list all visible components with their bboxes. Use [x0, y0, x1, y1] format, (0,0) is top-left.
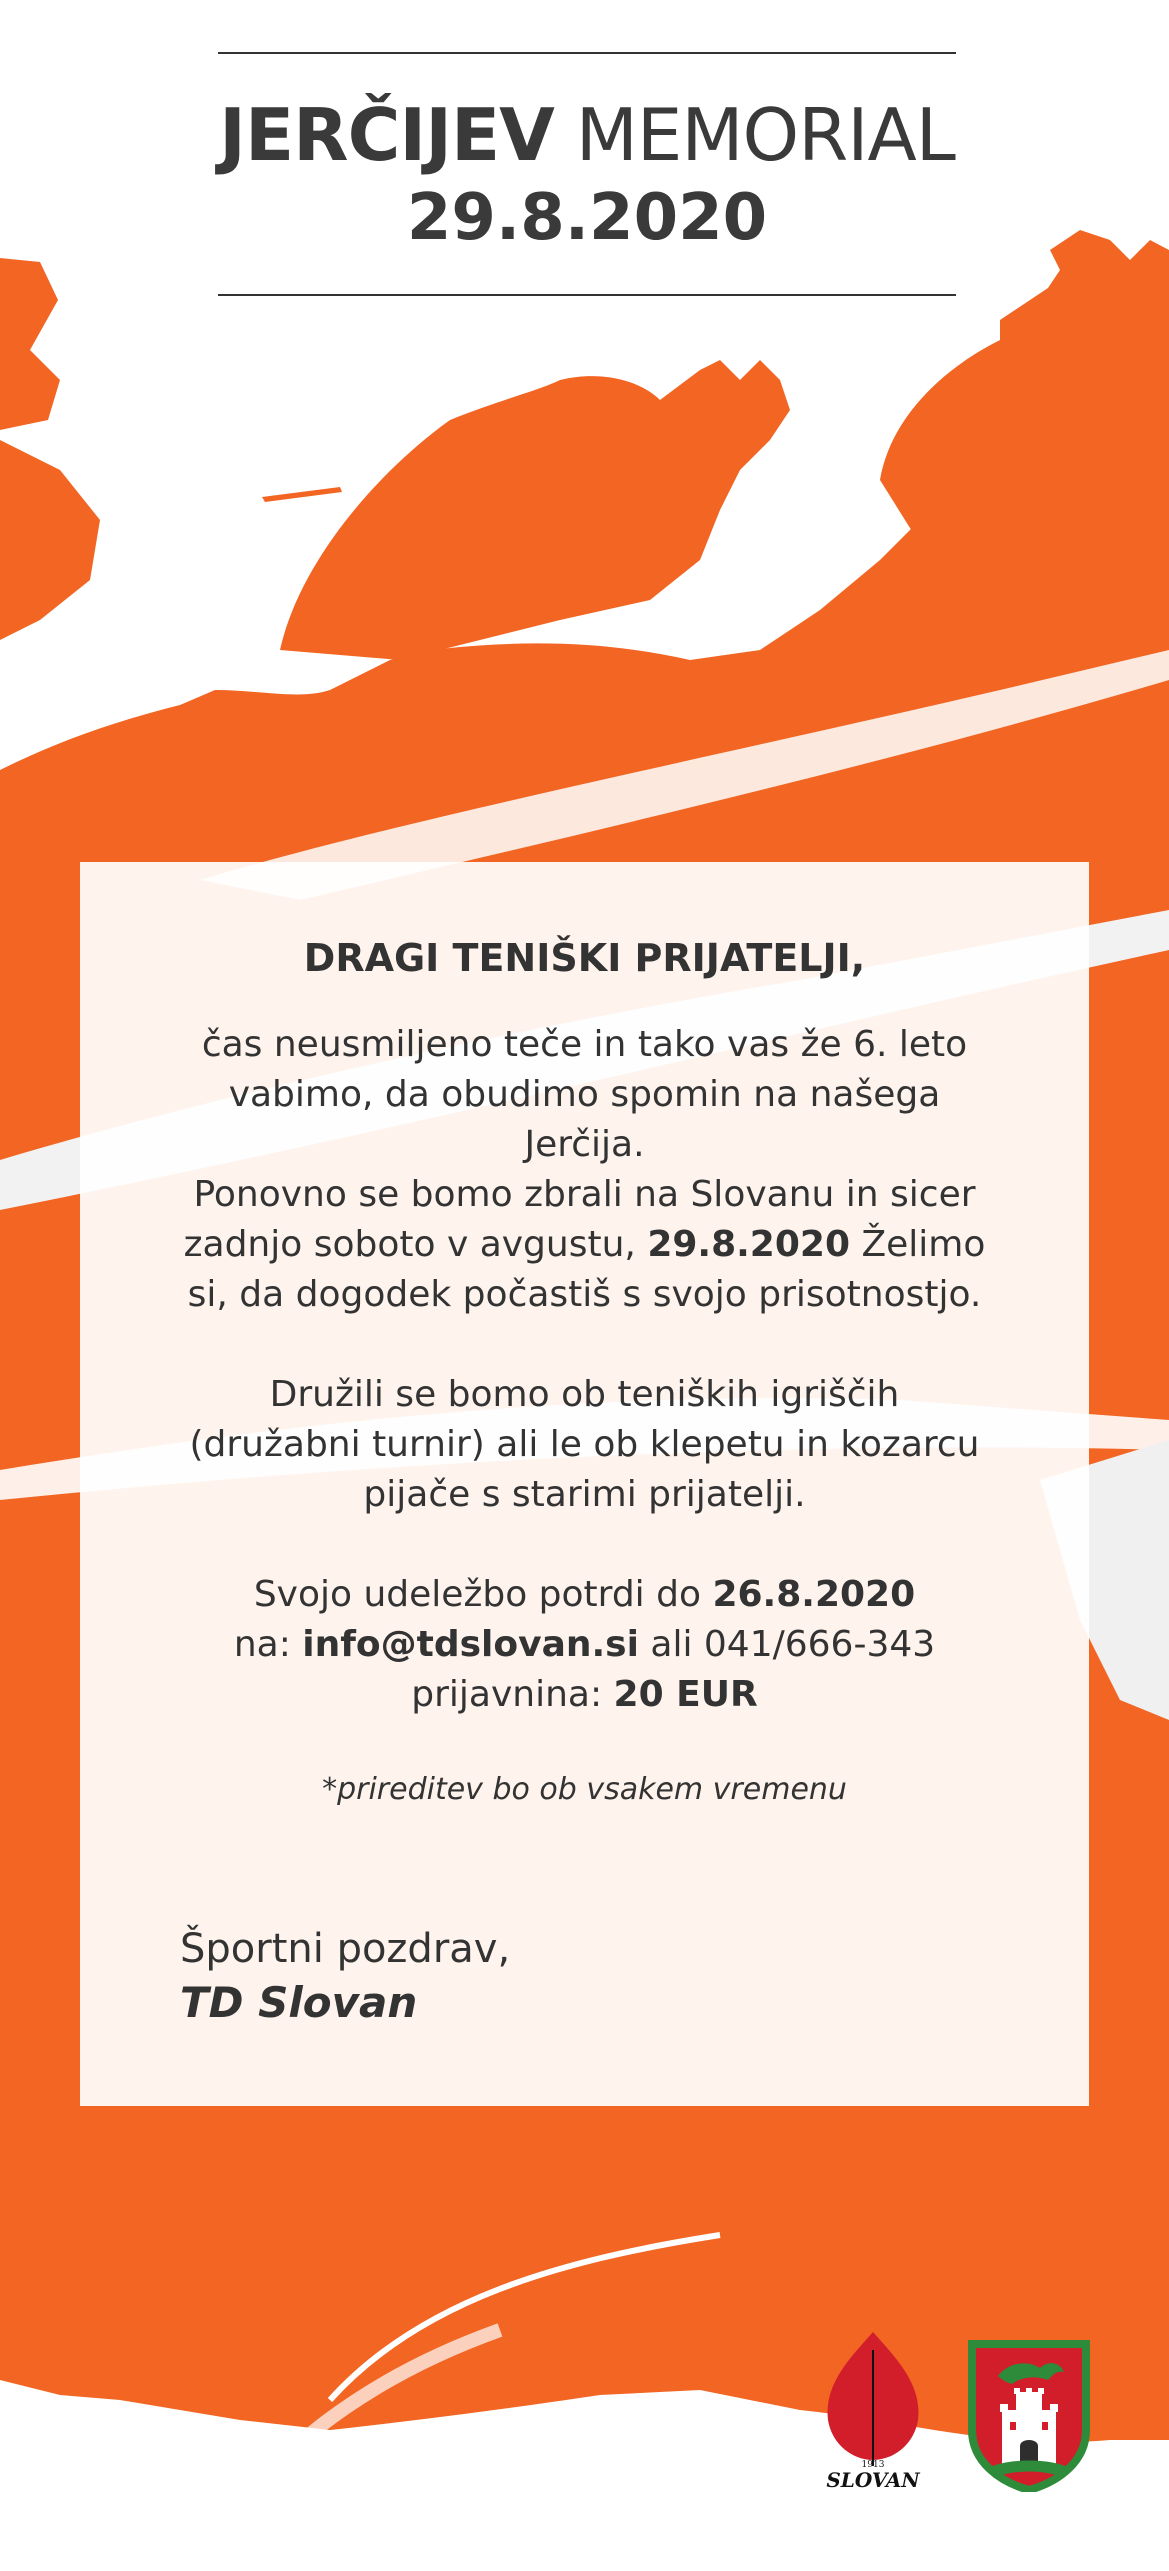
title-bold: JERČIJEV — [219, 93, 554, 177]
header — [218, 52, 956, 296]
intro-line-5-pre: zadnjo soboto v avgustu, — [183, 1224, 648, 1265]
intro-line-3: Jerčija. — [524, 1124, 645, 1165]
slovan-year: 1913 — [861, 2460, 885, 2470]
page-title — [218, 92, 956, 178]
rsvp-line-2-mid: ali — [638, 1624, 704, 1665]
intro-line-1: čas neusmiljeno teče in tako vas že 6. leto — [201, 1024, 968, 1065]
orange-brush-main — [0, 258, 60, 430]
activities-line-3: pijače s starimi prijatelji. — [363, 1474, 806, 1515]
intro-event-date: 29.8.2020 — [647, 1224, 851, 1265]
entry-fee: 20 EUR — [613, 1674, 758, 1715]
rsvp-line-1-pre: Svojo udeležbo potrdi do — [253, 1574, 713, 1615]
signoff-greeting: Športni pozdrav, — [180, 1926, 511, 1972]
paragraph-activities — [180, 1370, 989, 1520]
ljubljana-crest-icon — [968, 2340, 1090, 2492]
greeting: DRAGI TENIŠKI PRIJATELJI, — [303, 936, 866, 980]
intro-line-6: si, da dogodek počastiš s svojo prisotnostjo. — [187, 1274, 982, 1315]
orange-splash-dash — [262, 487, 342, 502]
slovan-name: SLOVAN — [826, 2468, 920, 2492]
invitation-card — [80, 862, 1089, 2106]
paragraph-rsvp — [180, 1570, 989, 1720]
event-date: 29.8.2020 — [406, 181, 768, 255]
intro-line-4: Ponovno se bomo zbrali na Slovanu in sicer — [193, 1174, 976, 1215]
rsvp-line-3-pre: prijavnina: — [411, 1674, 614, 1715]
ljubljana-crest — [968, 2340, 1090, 2492]
rsvp-deadline: 26.8.2020 — [712, 1574, 916, 1615]
signoff — [180, 1922, 510, 2030]
invitation-body — [180, 932, 989, 1810]
header-top-rule — [218, 52, 956, 54]
rsvp-email-link[interactable]: info@tdslovan.si — [302, 1624, 639, 1665]
weather-note: *prireditev bo ob vsakem vremenu — [322, 1772, 847, 1807]
intro-line-5-post: Želimo — [850, 1224, 986, 1265]
paragraph-intro — [180, 1020, 989, 1320]
orange-silhouette-left — [280, 360, 790, 660]
leaf-icon — [818, 2330, 928, 2470]
signoff-organization: TD Slovan — [180, 1978, 418, 2027]
activities-line-1: Družili se bomo ob teniških igriščih — [269, 1374, 900, 1415]
rsvp-phone[interactable]: 041/666-343 — [703, 1624, 936, 1665]
orange-splash-left — [0, 440, 100, 640]
activities-line-2: (družabni turnir) ali le ob klepetu in kozarcu — [189, 1424, 980, 1465]
intro-line-2: vabimo, da obudimo spomin na našega — [228, 1074, 941, 1115]
title-light: MEMORIAL — [575, 93, 955, 177]
header-bottom-rule — [218, 294, 956, 296]
rsvp-line-2-pre: na: — [233, 1624, 303, 1665]
slovan-logo — [818, 2330, 928, 2500]
